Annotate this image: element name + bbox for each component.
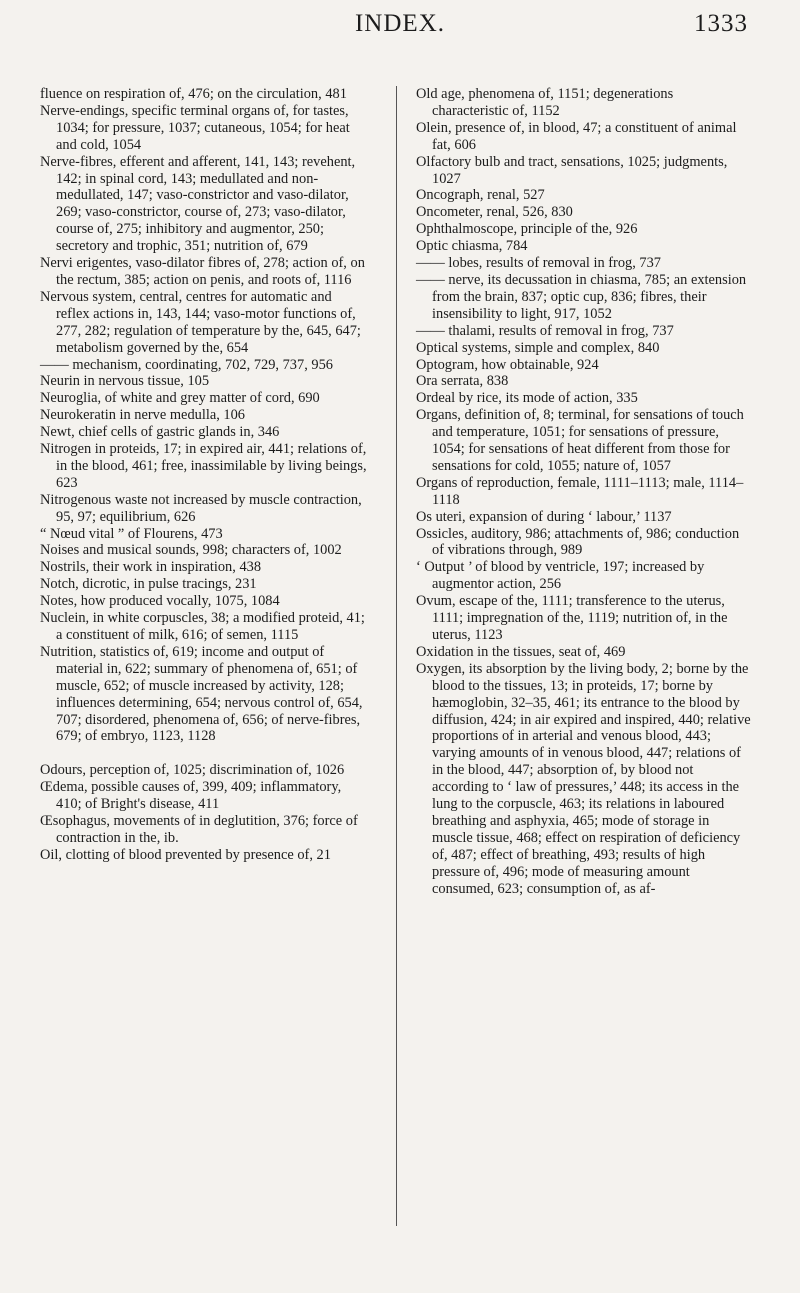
- index-entry: —— thalami, results of removal in frog, 737: [416, 322, 674, 339]
- index-entry: Nerve-endings, specific terminal organs of, for tastes, 1034; for pressure, 1037; cutaneous, 1054; for heat and cold, 1054: [40, 102, 350, 153]
- column-divider: [396, 86, 397, 1226]
- index-entry: Oil, clotting of blood prevented by presence of, 21: [40, 846, 331, 863]
- index-entry: Os uteri, expansion of during ‘ labour,’ 1137: [416, 508, 672, 525]
- index-entry: Ossicles, auditory, 986; attachments of, 986; conduction of vibrations through, 989: [416, 525, 740, 559]
- index-entry: Nervi erigentes, vaso-dilator fibres of, 278; action of, on the rectum, 385; action on penis, and roots of, 1116: [40, 255, 365, 288]
- index-entry: Organs, definition of, 8; terminal, for sensations of touch and temperature, 1051; for sensations of pressure, 1054; for sensations of heat different from those for sensations for cold, 1055; nature of, 1057: [416, 407, 744, 474]
- index-entry: Nostrils, their work in inspiration, 438: [40, 559, 262, 576]
- index-entry: Nitrogen in proteids, 17; in expired air, 441; relations of, in the blood, 461; free, inassimilable by living beings, 623: [40, 441, 367, 491]
- index-entry: —— lobes, results of removal in frog, 737: [416, 255, 661, 272]
- index-entry: “ Nœud vital ” of Flourens, 473: [40, 525, 223, 542]
- index-entry: Ora serrata, 838: [416, 373, 509, 390]
- index-entry: Œsophagus, movements of in deglutition, 376; force of contraction in the, ib.: [40, 813, 358, 846]
- index-entry: Nutrition, statistics of, 619; income and output of material in, 622; summary of phenomena of, 651; of muscle, 652; of muscle increased by activity, 128; influences determining, 654; nervous control of, 654, 707; disordered, phenomena of, 656; of nerve-fibres, 679; of embryo, 1123, 1128: [40, 643, 363, 745]
- index-entry: —— nerve, its decussation in chiasma, 785; an extension from the brain, 837; optic cup, 836; fibres, their insensibility to light, 917, 1052: [416, 271, 747, 322]
- index-entry: Nerve-fibres, efferent and afferent, 141, 143; revehent, 142; in spinal cord, 143; medullated and non-medullated, 147; vaso-constrictor and vaso-dilator, 269; vaso-constrictor, course of, 273; vaso-dilator, course of, 275; inhibitory and augmentor, 250; secretory and trophic, 351; nutrition of, 679: [40, 153, 356, 255]
- index-entry: fluence on respiration of, 476; on the circulation, 481: [40, 86, 347, 102]
- page-number: 1333: [694, 10, 748, 37]
- index-entry: Olfactory bulb and tract, sensations, 1025; judgments, 1027: [416, 153, 728, 187]
- index-entry: Nitrogenous waste not increased by muscle contraction, 95, 97; equilibrium, 626: [40, 491, 362, 525]
- index-entry: Nervous system, central, centres for automatic and reflex actions in, 143, 144; vaso-motor functions of, 277, 282; regulation of temperature by the, 645, 647; metabolism governed by the, 654: [40, 288, 361, 356]
- index-entry: Ovum, escape of the, 1111; transference to the uterus, 1111; impregnation of the, 1119; nutrition of, in the uterus, 1123: [416, 593, 728, 643]
- index-entry: Oxygen, its absorption by the living body, 2; borne by the blood to the tissues, 13; in proteids, 17; borne by hæmoglobin, 32–35, 461; its entrance to the blood by diffusion, 424; in air expired and inspired, 440; relative proportions of in arterial and venous blood, 443; varying amounts of in venous blood, 447; relations of in the blood, 447; absorption of, by blood not according to ‘ law of pressures,’ 448; its access in the lung to the corpuscle, 463; its relations in laboured breathing and asphyxia, 465; mode of storage in muscle tissue, 468; effect on respiration of deficiency of, 487; effect of breathing, 493; results of high pressure of, 496; mode of measuring amount consumed, 623; consumption of, as af-: [416, 660, 751, 897]
- index-entry: Ophthalmoscope, principle of the, 926: [416, 221, 638, 238]
- page-header: [0, 10, 800, 50]
- index-entry: ‘ Output ’ of blood by ventricle, 197; increased by augmentor action, 256: [416, 559, 705, 593]
- index-entry: Organs of reproduction, female, 1111–1113; male, 1114–1118: [416, 474, 744, 508]
- index-entry: Old age, phenomena of, 1151; degenerations characteristic of, 1152: [416, 86, 674, 119]
- section-gap: [40, 745, 368, 762]
- index-entry: Notch, dicrotic, in pulse tracings, 231: [40, 576, 257, 593]
- index-column-right: [416, 86, 752, 898]
- index-entry: Neurin in nervous tissue, 105: [40, 373, 210, 390]
- index-entry: Optic chiasma, 784: [416, 238, 528, 255]
- index-entry: Oxidation in the tissues, seat of, 469: [416, 643, 626, 660]
- index-entry: Odours, perception of, 1025; discrimination of, 1026: [40, 762, 345, 779]
- index-entry: Optogram, how obtainable, 924: [416, 356, 599, 373]
- index-entry: Olein, presence of, in blood, 47; a constituent of animal fat, 606: [416, 119, 737, 153]
- index-entry: —— mechanism, coordinating, 702, 729, 737, 956: [40, 356, 333, 373]
- index-entry: Nuclein, in white corpuscles, 38; a modified proteid, 41; a constituent of milk, 616; of semen, 1115: [40, 610, 365, 643]
- index-entry: Oncometer, renal, 526, 830: [416, 204, 573, 221]
- index-entry: Optical systems, simple and complex, 840: [416, 339, 660, 356]
- index-entry: Notes, how produced vocally, 1075, 1084: [40, 593, 280, 610]
- index-entry: Œdema, possible causes of, 399, 409; inflammatory, 410; of Bright's disease, 411: [40, 779, 342, 813]
- index-entry: Newt, chief cells of gastric glands in, 346: [40, 424, 280, 441]
- index-entry: Ordeal by rice, its mode of action, 335: [416, 390, 638, 407]
- index-entry: Noises and musical sounds, 998; characters of, 1002: [40, 542, 342, 559]
- index-entry: Neuroglia, of white and grey matter of cord, 690: [40, 390, 320, 407]
- index-entry: Neurokeratin in nerve medulla, 106: [40, 407, 245, 424]
- running-title: INDEX.: [354, 10, 445, 37]
- index-entry: Oncograph, renal, 527: [416, 187, 545, 204]
- index-column-left: [40, 86, 368, 864]
